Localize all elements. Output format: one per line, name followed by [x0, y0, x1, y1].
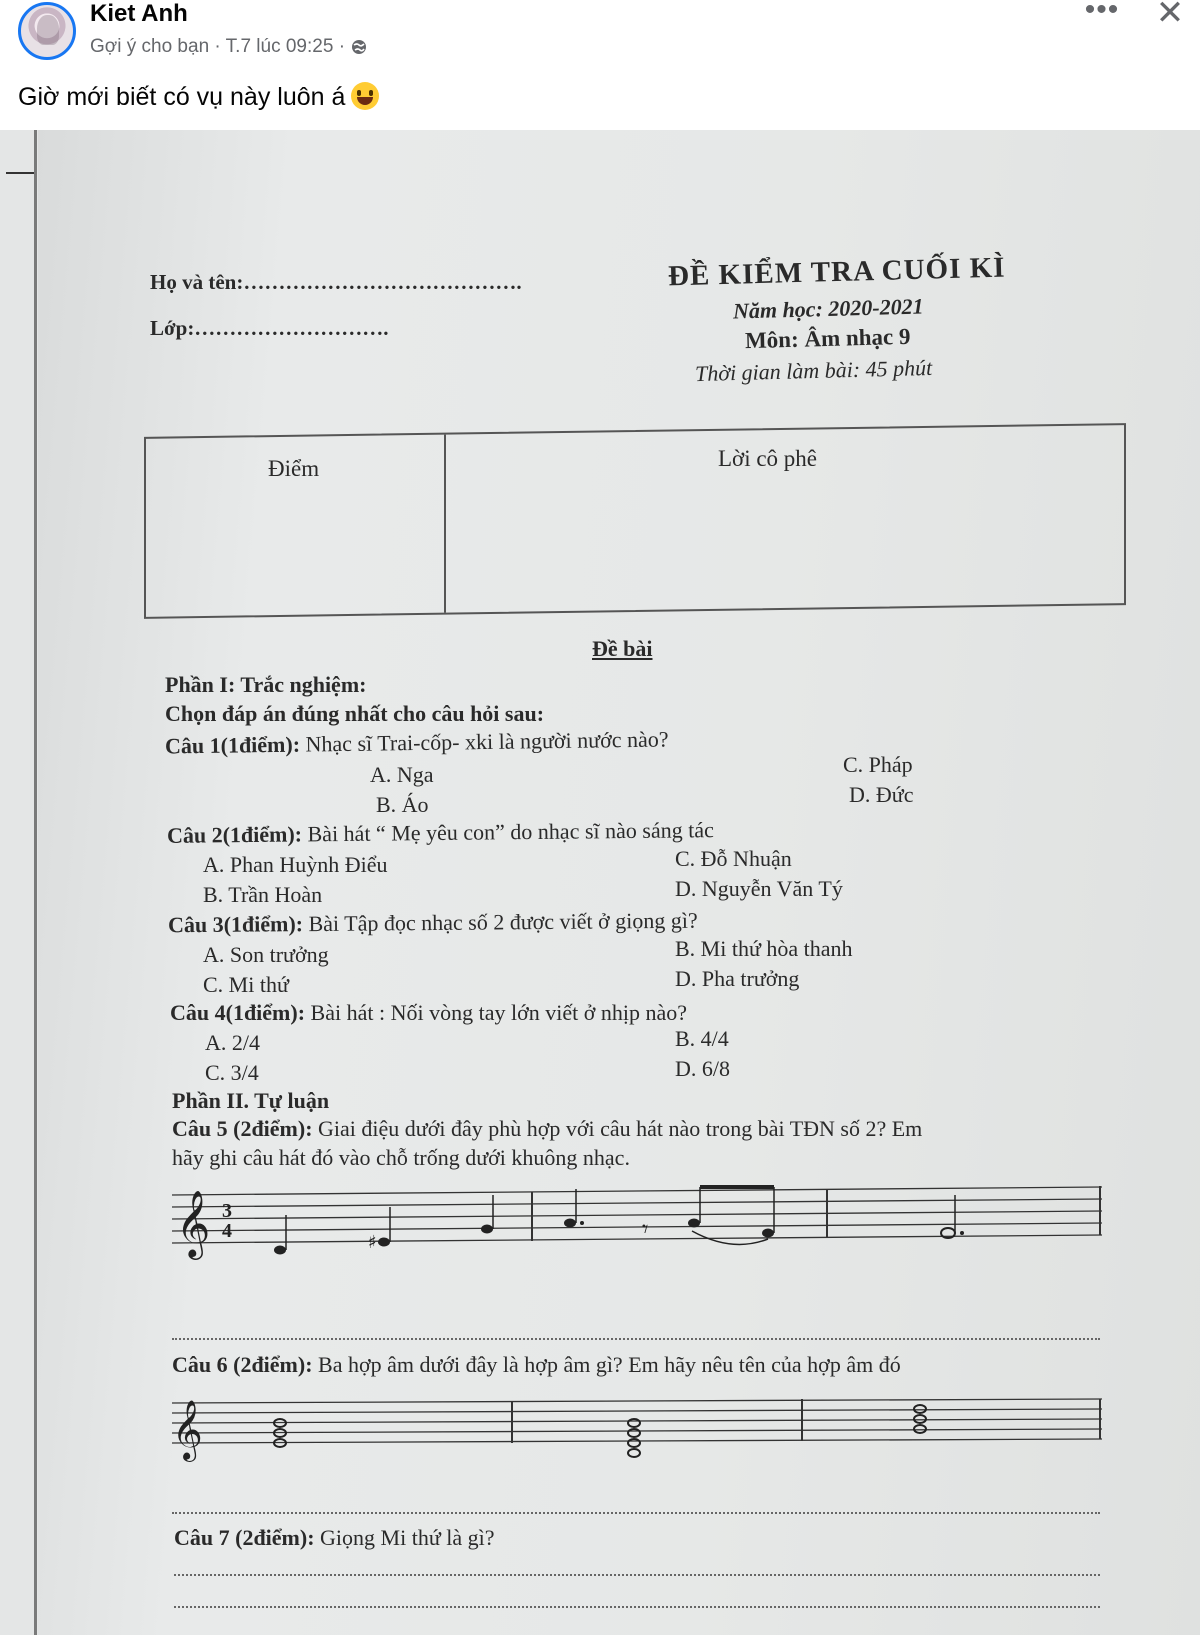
- q2-option-d: D. Nguyễn Văn Tý: [675, 876, 843, 901]
- q2-label: Câu 2(1điểm):: [166, 821, 303, 848]
- instruction: Chọn đáp án đúng nhất cho câu hỏi sau:: [165, 701, 545, 726]
- q7-answer-line-2: [174, 1606, 1100, 1608]
- q3-option-c: C. Mi thứ: [203, 972, 289, 997]
- author-name[interactable]: Kiet Anh: [90, 0, 188, 27]
- q2-option-b: B. Trần Hoàn: [203, 882, 323, 907]
- q3-option-a: A. Son trưởng: [203, 942, 329, 967]
- q3-text: Bài Tập đọc nhạc số 2 được viết ở giọng gì?: [302, 907, 698, 937]
- question-1: [165, 726, 669, 759]
- q1-option-c: C. Pháp: [843, 752, 913, 777]
- name-line: Họ và tên:………………………………….: [150, 270, 522, 294]
- section-heading: Đề bài: [592, 636, 653, 661]
- q1-text: Nhạc sĩ Trai-cốp- xki là người nước nào?: [299, 726, 669, 757]
- q3-label: Câu 3(1điểm):: [167, 911, 304, 938]
- post-caption: [18, 82, 379, 112]
- q6-music-staff: [172, 1385, 1112, 1465]
- caption-text: Giờ mới biết có vụ này luôn á: [18, 83, 346, 111]
- question-3: [168, 908, 698, 939]
- svg-text:𝄞: 𝄞: [172, 1400, 203, 1460]
- q4-text: Bài hát : Nối vòng tay lớn viết ở nhịp nào?: [305, 1000, 687, 1025]
- school-year: Năm học: 2020-2021: [732, 293, 924, 324]
- question-2: [167, 817, 714, 849]
- q5-text-line2: hãy ghi câu hát đó vào chỗ trống dưới khuông nhạc.: [172, 1145, 630, 1170]
- q4-option-b: B. 4/4: [675, 1026, 729, 1051]
- q5-text: Giai điệu dưới đây phù hợp với câu hát nào trong bài TĐN số 2? Em: [312, 1116, 923, 1141]
- globe-icon: [351, 39, 367, 55]
- q5-answer-line: [172, 1338, 1100, 1340]
- post-header: [0, 0, 1200, 70]
- post-meta-text[interactable]: Gợi ý cho bạn · T.7 lúc 09:25 ·: [90, 36, 346, 57]
- q6-label: Câu 6 (2điểm):: [172, 1352, 313, 1377]
- q4-option-a: A. 2/4: [205, 1030, 260, 1055]
- svg-text:♯: ♯: [368, 1232, 377, 1253]
- question-4: [170, 1000, 687, 1026]
- q6-answer-line: [172, 1512, 1100, 1514]
- svg-text:4: 4: [222, 1220, 232, 1242]
- q7-answer-line-1: [174, 1574, 1100, 1576]
- q1-option-a: A. Nga: [370, 762, 434, 787]
- question-5: [172, 1116, 922, 1142]
- more-options-button[interactable]: •••: [1084, 0, 1120, 26]
- part1-heading: Phần I: Trắc nghiệm:: [165, 672, 367, 697]
- grinning-emoji-icon: [351, 82, 379, 110]
- svg-text:3: 3: [222, 1200, 232, 1222]
- score-table-divider: [444, 435, 446, 613]
- exam-time: Thời gian làm bài: 45 phút: [694, 354, 933, 387]
- score-table: [144, 423, 1126, 619]
- q1-option-b: B. Áo: [376, 792, 429, 817]
- exam-title: ĐỀ KIỂM TRA CUỐI KÌ: [667, 251, 1006, 293]
- class-line: Lớp:……………………….: [150, 316, 389, 340]
- q1-option-d: D. Đức: [849, 782, 914, 807]
- close-button[interactable]: ✕: [1155, 0, 1185, 32]
- q7-label: Câu 7 (2điểm):: [174, 1525, 315, 1550]
- q2-option-a: A. Phan Huỳnh Điểu: [203, 852, 388, 877]
- q7-text: Giọng Mi thứ là gì?: [314, 1525, 495, 1550]
- q1-label: Câu 1(1điểm):: [164, 731, 301, 759]
- question-6: [172, 1352, 901, 1378]
- q4-option-c: C. 3/4: [205, 1060, 259, 1085]
- q3-option-b: B. Mi thứ hòa thanh: [675, 936, 853, 961]
- avatar[interactable]: [18, 2, 76, 60]
- q4-label: Câu 4(1điểm):: [170, 1000, 306, 1025]
- score-label: Điểm: [268, 456, 320, 481]
- question-7: [174, 1525, 495, 1551]
- svg-text:𝄾: 𝄾: [642, 1215, 649, 1243]
- part2-heading: Phần II. Tự luận: [172, 1088, 330, 1113]
- svg-text:𝄞: 𝄞: [176, 1189, 211, 1257]
- q6-text: Ba hợp âm dưới đây là hợp âm gì? Em hãy nêu tên của hợp âm đó: [312, 1352, 901, 1377]
- comment-label: Lời cô phê: [718, 446, 818, 471]
- post-meta: [90, 36, 367, 58]
- exam-document: [0, 130, 1200, 1635]
- q3-option-d: D. Pha trưởng: [675, 966, 800, 991]
- q2-text: Bài hát “ Mẹ yêu con” do nhạc sĩ nào sáng tác: [301, 817, 714, 847]
- q5-music-staff: [172, 1175, 1112, 1265]
- q2-option-c: C. Đỗ Nhuận: [675, 846, 792, 871]
- subject: Môn: Âm nhạc 9: [744, 323, 911, 354]
- post-photo[interactable]: [0, 130, 1200, 1635]
- q5-label: Câu 5 (2điểm):: [172, 1116, 313, 1141]
- q4-option-d: D. 6/8: [675, 1056, 730, 1081]
